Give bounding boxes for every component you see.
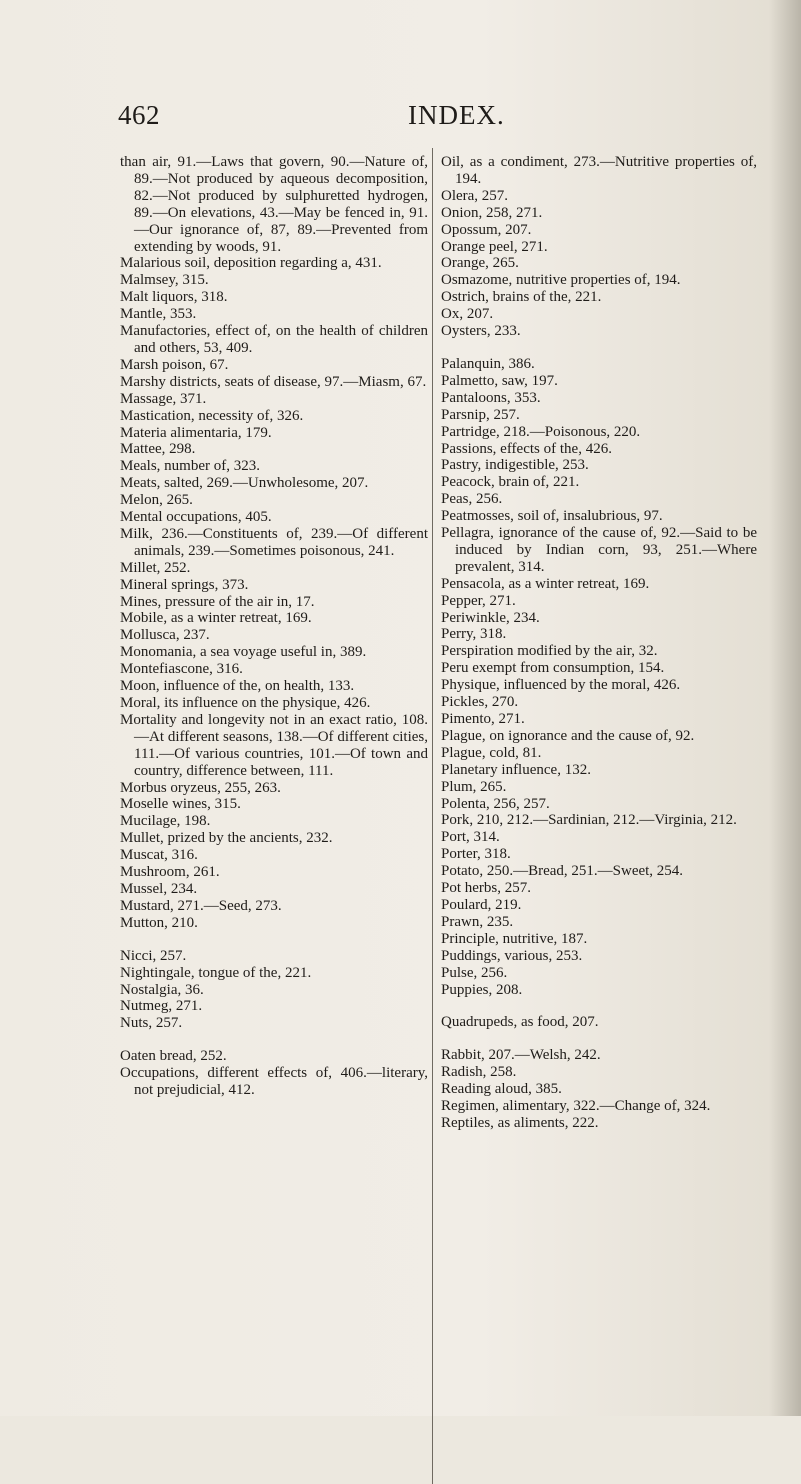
- index-entry: Radish, 258.: [441, 1064, 517, 1081]
- index-entry: Millet, 252.: [120, 559, 191, 576]
- index-entry: Perry, 318.: [441, 626, 507, 643]
- index-entry: Occupations, different effects of, 406.—literary, not prejudicial, 412.: [120, 1065, 428, 1099]
- index-entry: Marsh poison, 67.: [120, 356, 229, 373]
- index-entry: Passions, effects of the, 426.: [441, 440, 612, 457]
- index-entry: Massage, 371.: [120, 390, 207, 407]
- index-entry: Prawn, 235.: [441, 913, 514, 930]
- page-number: 462: [118, 100, 160, 130]
- index-entry: than air, 91.—Laws that govern, 90.—Nature of, 89.—Not produced by aqueous decomposition, 82.—Not produced by sulphuretted hydrogen, 89.—On elevations, 43.—May be fenced in, 91.—Our ignorance of, 87, 89.—Prevented from extending by woods, 91.: [120, 154, 428, 255]
- index-entry: Opossum, 207.: [441, 221, 532, 238]
- index-entry: Nuts, 257.: [120, 1015, 183, 1032]
- index-entry: Monomania, a sea voyage useful in, 389.: [120, 644, 367, 661]
- index-entry: Regimen, alimentary, 322.—Change of, 324.: [441, 1098, 711, 1115]
- index-entry: Mastication, necessity of, 326.: [120, 407, 304, 424]
- index-entry: Mobile, as a winter retreat, 169.: [120, 610, 312, 627]
- index-entry: Onion, 258, 271.: [441, 204, 543, 221]
- index-entry: Puddings, various, 253.: [441, 947, 583, 964]
- index-entry: Plague, cold, 81.: [441, 744, 542, 761]
- index-entry: Puppies, 208.: [441, 981, 523, 998]
- index-entry: Plague, on ignorance and the cause of, 92.: [441, 727, 695, 744]
- index-entry: Ostrich, brains of the, 221.: [441, 289, 602, 306]
- index-entry: Pepper, 271.: [441, 592, 516, 609]
- index-entry: Peru exempt from consumption, 154.: [441, 660, 665, 677]
- index-entry: Plum, 265.: [441, 778, 507, 795]
- index-entry: Peacock, brain of, 221.: [441, 474, 580, 491]
- index-entry: Periwinkle, 234.: [441, 609, 540, 626]
- index-entry: Oysters, 233.: [441, 323, 521, 340]
- index-entry: Parsnip, 257.: [441, 406, 520, 423]
- section-gap: [441, 1031, 757, 1047]
- index-entry: Mullet, prized by the ancients, 232.: [120, 830, 333, 847]
- index-entry: Marshy districts, seats of disease, 97.—Miasm, 67.: [120, 373, 427, 390]
- index-entry: Physique, influenced by the moral, 426.: [441, 677, 681, 694]
- index-entry: Reptiles, as aliments, 222.: [441, 1114, 599, 1131]
- column-divider: [432, 148, 433, 1484]
- index-entry: Nicci, 257.: [120, 947, 187, 964]
- index-entry: Pantaloons, 353.: [441, 389, 541, 406]
- index-entry: Reading aloud, 385.: [441, 1081, 562, 1098]
- index-entry: Mushroom, 261.: [120, 864, 220, 881]
- index-entry: Montefiascone, 316.: [120, 661, 243, 678]
- index-entry: Peas, 256.: [441, 491, 503, 508]
- index-entry: Malmsey, 315.: [120, 272, 209, 289]
- index-entry: Orange, 265.: [441, 255, 519, 272]
- index-entry: Mustard, 271.—Seed, 273.: [120, 897, 282, 914]
- index-entry: Malarious soil, deposition regarding a, 431.: [120, 255, 382, 272]
- index-entry: Moselle wines, 315.: [120, 796, 241, 813]
- index-entry: Pensacola, as a winter retreat, 169.: [441, 575, 650, 592]
- running-head: INDEX.: [408, 100, 505, 130]
- index-entry: Mantle, 353.: [120, 306, 197, 323]
- index-entry: Pork, 210, 212.—Sardinian, 212.—Virginia, 212.: [441, 812, 737, 829]
- page-header: [118, 100, 678, 140]
- index-entry: Oaten bread, 252.: [120, 1048, 227, 1065]
- left-index-column: [120, 154, 428, 1099]
- index-entry: Pot herbs, 257.: [441, 880, 531, 897]
- index-entry: Oil, as a condiment, 273.—Nutritive properties of, 194.: [441, 154, 757, 187]
- index-entry: Osmazome, nutritive properties of, 194.: [441, 272, 681, 289]
- index-entry: Potato, 250.—Bread, 251.—Sweet, 254.: [441, 863, 684, 880]
- index-entry: Mucilage, 198.: [120, 813, 211, 830]
- index-entry: Mineral springs, 373.: [120, 576, 249, 593]
- index-entry: Pastry, indigestible, 253.: [441, 457, 589, 474]
- index-entry: Melon, 265.: [120, 492, 193, 509]
- index-entry: Polenta, 256, 257.: [441, 795, 550, 812]
- index-entry: Pulse, 256.: [441, 964, 508, 981]
- index-entry: Olera, 257.: [441, 187, 509, 204]
- index-entry: Principle, nutritive, 187.: [441, 930, 588, 947]
- index-entry: Rabbit, 207.—Welsh, 242.: [441, 1047, 601, 1064]
- index-entry: Peatmosses, soil of, insalubrious, 97.: [441, 508, 663, 525]
- index-entry: Mental occupations, 405.: [120, 509, 272, 526]
- right-index-column: [441, 154, 757, 1132]
- index-entry: Milk, 236.—Constituents of, 239.—Of different animals, 239.—Sometimes poisonous, 241.: [120, 525, 428, 559]
- index-entry: Mussel, 234.: [120, 880, 198, 897]
- index-entry: Mattee, 298.: [120, 441, 196, 458]
- index-entry: Muscat, 316.: [120, 847, 198, 864]
- index-entry: Mutton, 210.: [120, 914, 198, 931]
- index-entry: Pellagra, ignorance of the cause of, 92.—Said to be induced by Indian corn, 93, 251.—Where prevalent, 314.: [441, 525, 757, 575]
- index-entry: Moon, influence of the, on health, 133.: [120, 678, 355, 695]
- index-entry: Manufactories, effect of, on the health of children and others, 53, 409.: [120, 323, 428, 356]
- index-entry: Meals, number of, 323.: [120, 458, 260, 475]
- section-gap: [441, 998, 757, 1014]
- section-gap: [441, 340, 757, 356]
- index-entry: Partridge, 218.—Poisonous, 220.: [441, 423, 641, 440]
- index-entry: Quadrupeds, as food, 207.: [441, 1014, 599, 1031]
- index-entry: Nutmeg, 271.: [120, 998, 203, 1015]
- index-entry: Malt liquors, 318.: [120, 289, 228, 306]
- section-gap: [120, 1032, 428, 1048]
- index-entry: Planetary influence, 132.: [441, 761, 591, 778]
- index-entry: Meats, salted, 269.—Unwholesome, 207.: [120, 475, 369, 492]
- index-entry: Moral, its influence on the physique, 426.: [120, 695, 371, 711]
- index-entry: Perspiration modified by the air, 32.: [441, 643, 658, 660]
- index-entry: Morbus oryzeus, 255, 263.: [120, 779, 281, 796]
- index-entry: Orange peel, 271.: [441, 238, 548, 255]
- index-entry: Pimento, 271.: [441, 711, 525, 727]
- index-entry: Port, 314.: [441, 829, 500, 846]
- index-entry: Nostalgia, 36.: [120, 981, 204, 998]
- index-entry: Palanquin, 386.: [441, 355, 535, 372]
- index-entry: Materia alimentaria, 179.: [120, 424, 272, 441]
- index-entry: Mollusca, 237.: [120, 627, 210, 644]
- index-entry: Mortality and longevity not in an exact ratio, 108.—At different seasons, 138.—Of different cities, 111.—Of various countries, 101.—Of town and country, difference between, 111.: [120, 711, 428, 779]
- index-entry: Ox, 207.: [441, 306, 494, 323]
- index-entry: Porter, 318.: [441, 846, 511, 863]
- section-gap: [120, 932, 428, 948]
- index-entry: Nightingale, tongue of the, 221.: [120, 964, 312, 981]
- index-entry: Pickles, 270.: [441, 694, 519, 711]
- index-entry: Mines, pressure of the air in, 17.: [120, 593, 315, 610]
- index-entry: Palmetto, saw, 197.: [441, 372, 558, 389]
- index-entry: Poulard, 219.: [441, 896, 522, 913]
